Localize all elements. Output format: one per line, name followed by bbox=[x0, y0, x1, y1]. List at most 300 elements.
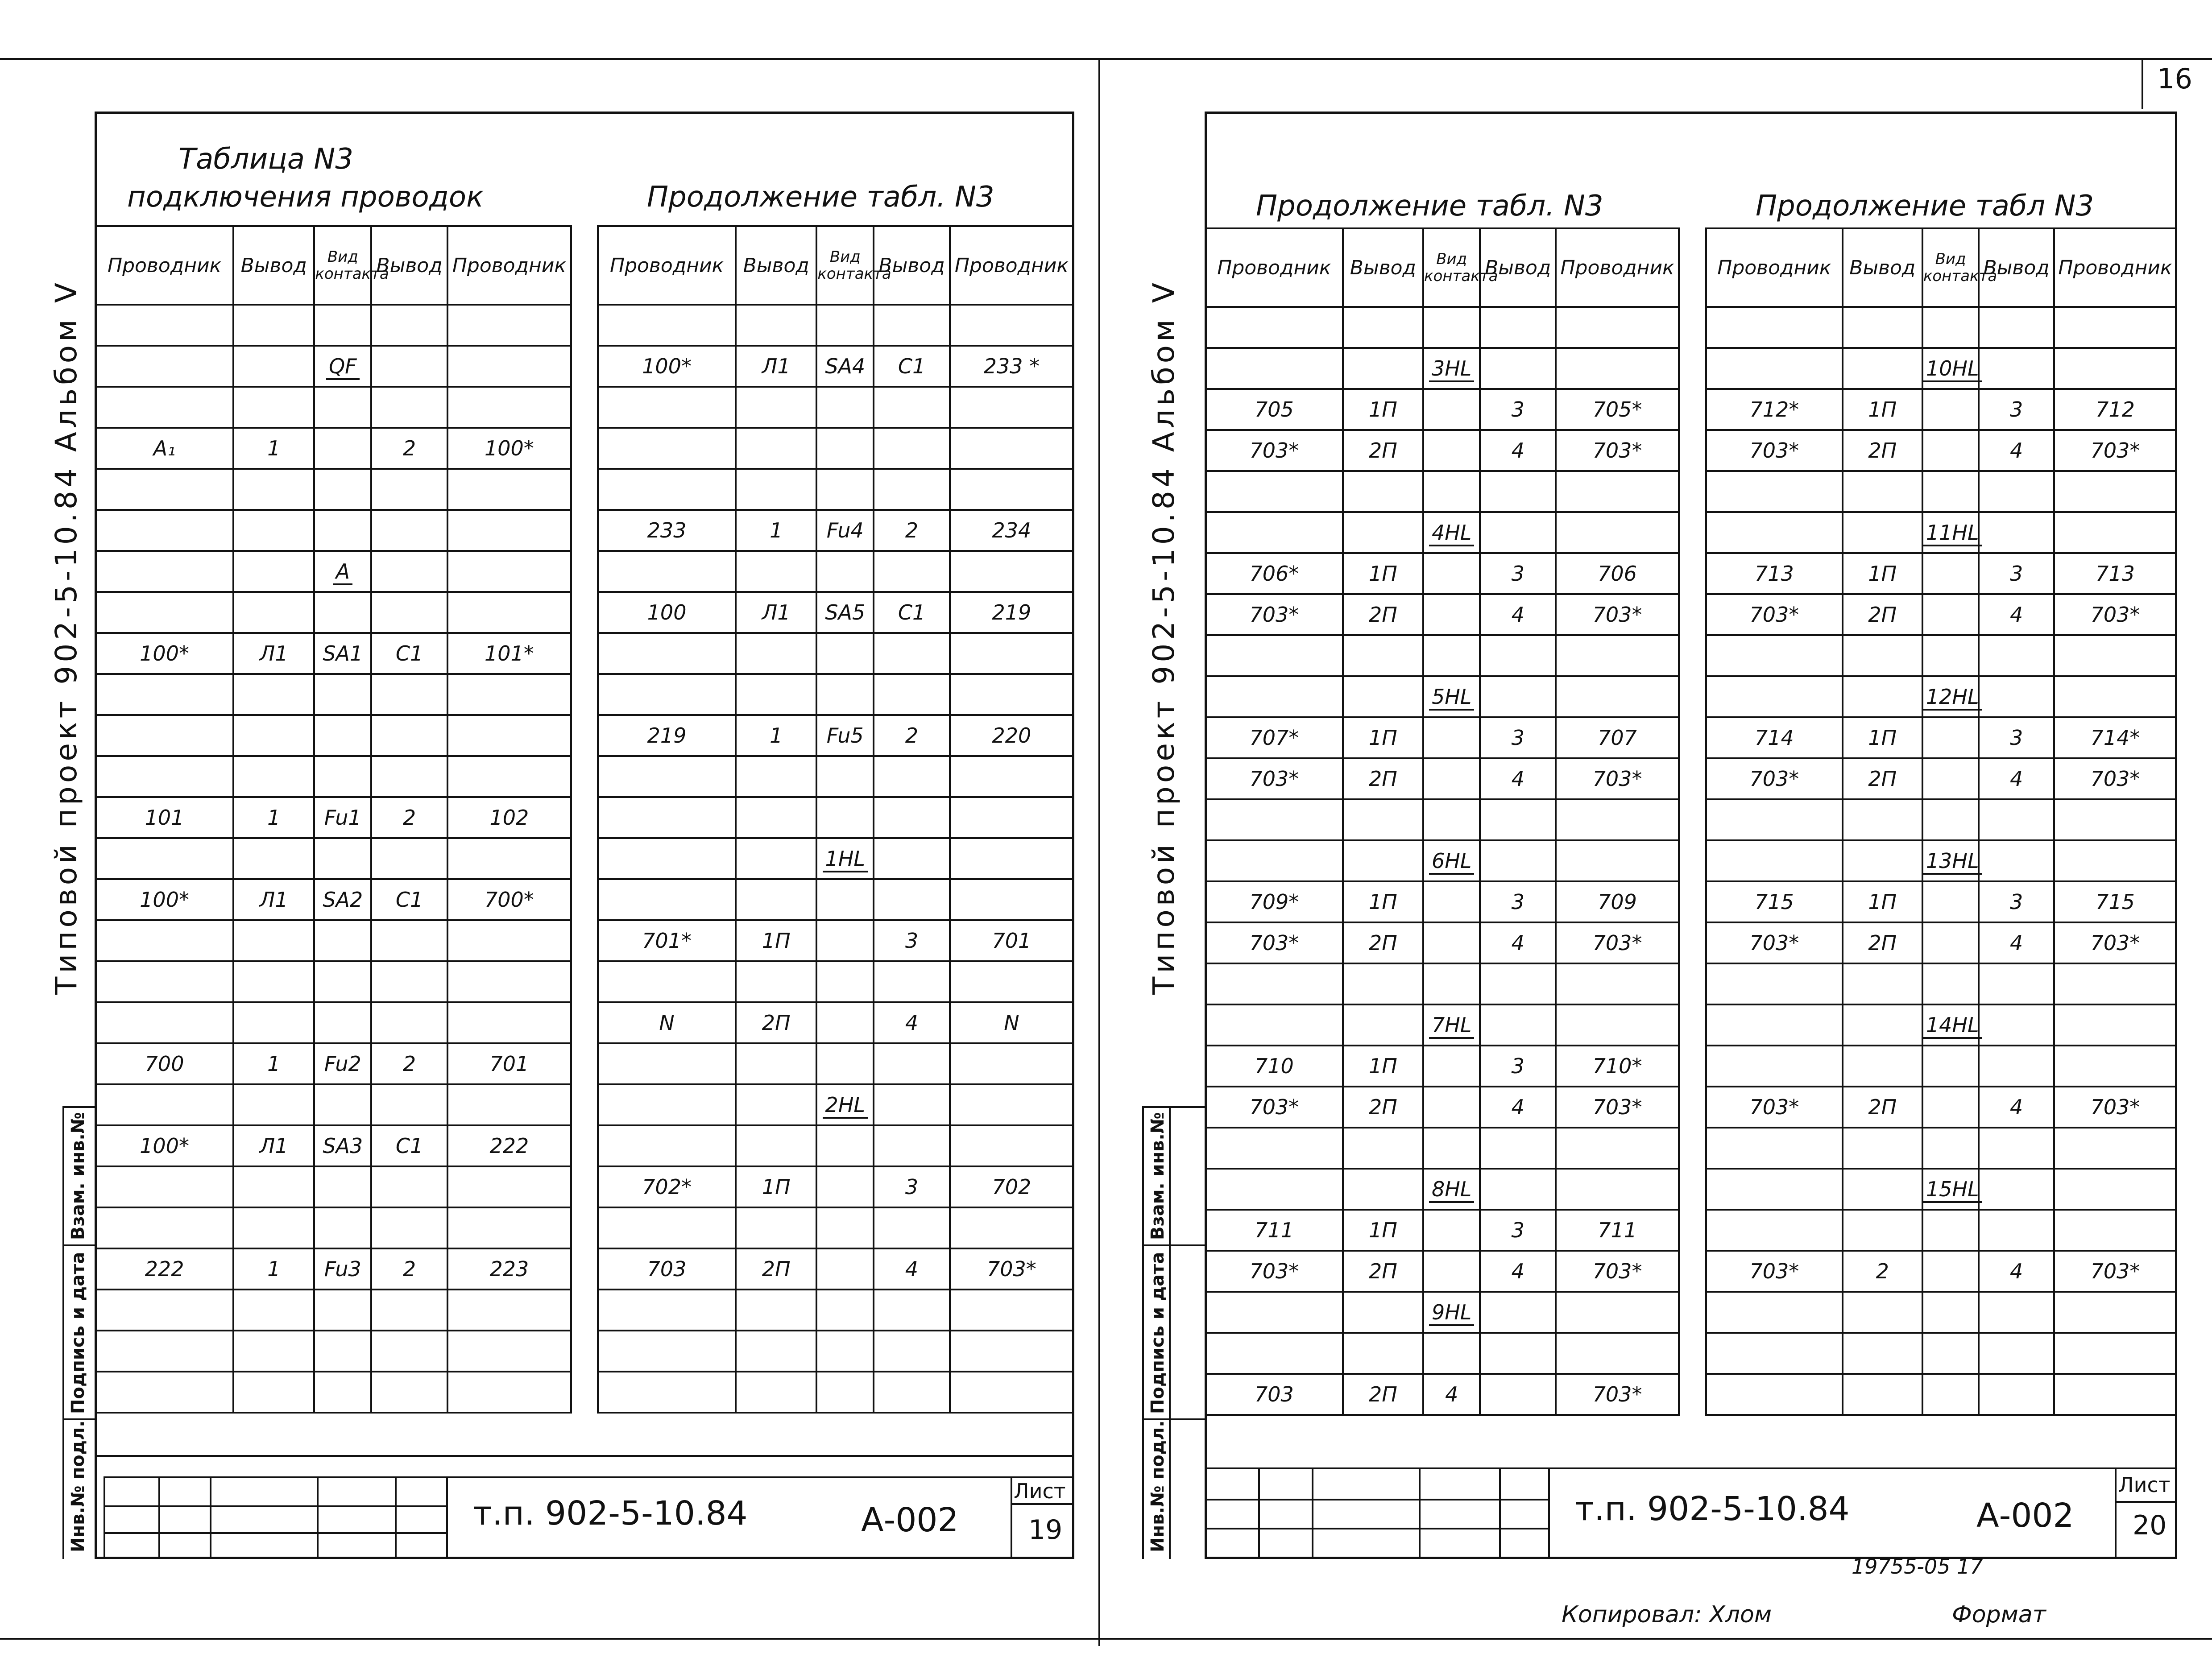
table-cell bbox=[2054, 1333, 2176, 1374]
table-cell: 2П bbox=[1343, 1087, 1423, 1128]
right-corner-line bbox=[2142, 60, 2143, 109]
table-cell bbox=[447, 387, 571, 428]
table-row bbox=[1205, 717, 1679, 758]
table-cell bbox=[1423, 1210, 1480, 1251]
table-cell bbox=[874, 879, 950, 920]
table-cell bbox=[314, 1084, 371, 1125]
table-row bbox=[95, 879, 571, 920]
table-cell bbox=[314, 510, 371, 551]
column-header: Вывод bbox=[736, 226, 816, 305]
right-side-column-top bbox=[1142, 1106, 1205, 1108]
table-cell bbox=[1343, 307, 1423, 348]
left-table-subtitle: подключения проводок bbox=[127, 181, 484, 214]
table-cell bbox=[874, 1207, 950, 1248]
table-cell: 2HL bbox=[816, 1084, 874, 1125]
table-cell: 709* bbox=[1205, 881, 1343, 922]
table-cell: 703* bbox=[1205, 922, 1343, 963]
table-cell: 2 bbox=[1843, 1251, 1922, 1292]
table-cell: 100* bbox=[598, 346, 736, 387]
table-row bbox=[598, 1331, 1073, 1372]
table-row bbox=[598, 633, 1073, 674]
table-cell bbox=[598, 1207, 736, 1248]
table-cell bbox=[371, 1331, 447, 1372]
table-cell bbox=[233, 1166, 314, 1207]
table-cell bbox=[874, 633, 950, 674]
table-cell: 703* bbox=[2054, 1087, 2176, 1128]
table-cell: 702 bbox=[950, 1166, 1073, 1207]
table-cell bbox=[1979, 1046, 2054, 1087]
table-cell bbox=[1343, 512, 1423, 553]
table-row bbox=[1205, 553, 1679, 594]
table-row bbox=[598, 592, 1073, 633]
table-cell bbox=[1922, 1128, 1979, 1169]
table-cell bbox=[950, 838, 1073, 879]
table-row bbox=[1205, 840, 1679, 881]
table-cell: 233 bbox=[598, 510, 736, 551]
right-stamp-album: А-002 bbox=[1976, 1496, 2074, 1535]
table-cell bbox=[1979, 512, 2054, 553]
table-cell: SA2 bbox=[314, 879, 371, 920]
table-cell: 4 bbox=[1979, 1251, 2054, 1292]
table-cell bbox=[95, 715, 233, 756]
table-row bbox=[598, 797, 1073, 838]
left-side-column-line bbox=[62, 1106, 64, 1559]
table-cell bbox=[1480, 635, 1556, 676]
table-cell bbox=[1979, 1374, 2054, 1415]
table-cell bbox=[447, 469, 571, 510]
left-stamp-vline7 bbox=[1011, 1476, 1012, 1559]
table-cell: QF bbox=[314, 346, 371, 387]
left-stamp-top bbox=[95, 1455, 1074, 1457]
left-side-column-top bbox=[62, 1106, 95, 1108]
table-cell: 700* bbox=[447, 879, 571, 920]
table-cell bbox=[95, 1084, 233, 1125]
table-cell: Л1 bbox=[233, 1125, 314, 1166]
table-cell bbox=[447, 715, 571, 756]
table-cell: 703* bbox=[1706, 1087, 1843, 1128]
table-cell bbox=[736, 305, 816, 346]
table-cell bbox=[1706, 840, 1843, 881]
table-cell bbox=[1922, 307, 1979, 348]
table-row bbox=[598, 920, 1073, 961]
table-cell bbox=[1922, 922, 1979, 963]
top-border-line bbox=[0, 58, 2212, 60]
table-cell bbox=[950, 633, 1073, 674]
table-cell: 703* bbox=[1556, 430, 1679, 471]
table-row bbox=[95, 305, 571, 346]
table-cell: 707 bbox=[1556, 717, 1679, 758]
table-cell bbox=[874, 428, 950, 469]
table-cell bbox=[1843, 307, 1922, 348]
table-row bbox=[1706, 594, 2176, 635]
right-side-label-inv: Инв.№ подл. bbox=[1147, 1420, 1168, 1552]
format-label: Формат bbox=[1952, 1601, 2046, 1628]
table-cell bbox=[1706, 1128, 1843, 1169]
table-cell bbox=[1205, 840, 1343, 881]
table-cell bbox=[874, 1043, 950, 1084]
table-cell bbox=[95, 838, 233, 879]
table-cell bbox=[816, 1166, 874, 1207]
left-margin-text: Типовой проект 902-5-10.84 Альбом V bbox=[49, 279, 83, 995]
table-cell bbox=[2054, 840, 2176, 881]
table-cell bbox=[233, 387, 314, 428]
table-row bbox=[598, 1125, 1073, 1166]
table-cell: 12HL bbox=[1922, 676, 1979, 717]
table-cell: 703* bbox=[1706, 758, 1843, 799]
table-cell: 4 bbox=[1480, 594, 1556, 635]
table-cell bbox=[950, 674, 1073, 715]
left-table-title: Таблица N3 bbox=[178, 143, 353, 176]
table-cell: 711 bbox=[1556, 1210, 1679, 1251]
table-cell: 4 bbox=[1979, 758, 2054, 799]
table-cell: 2П bbox=[736, 1002, 816, 1043]
table-cell bbox=[816, 305, 874, 346]
table-cell: 701 bbox=[447, 1043, 571, 1084]
right-stamp-sheet-label: Лист bbox=[2118, 1473, 2171, 1497]
column-header: Вывод bbox=[1843, 228, 1922, 307]
table-cell bbox=[2054, 1128, 2176, 1169]
table-cell bbox=[1205, 1333, 1343, 1374]
table-cell bbox=[314, 756, 371, 797]
table-cell bbox=[95, 551, 233, 592]
table-cell bbox=[1843, 1169, 1922, 1210]
table-cell: 15HL bbox=[1922, 1169, 1979, 1210]
table-cell bbox=[1556, 348, 1679, 389]
table-cell bbox=[598, 1331, 736, 1372]
table-cell bbox=[1706, 1046, 1843, 1087]
table-cell bbox=[736, 797, 816, 838]
table-cell bbox=[1480, 471, 1556, 512]
column-header: Вид контакта bbox=[314, 226, 371, 305]
table-cell bbox=[1706, 1004, 1843, 1046]
table-cell: SA3 bbox=[314, 1125, 371, 1166]
table-cell bbox=[816, 1290, 874, 1331]
table-cell bbox=[1979, 1128, 2054, 1169]
table-cell bbox=[1843, 512, 1922, 553]
table-cell bbox=[1480, 307, 1556, 348]
table-cell bbox=[1843, 1004, 1922, 1046]
table-cell bbox=[1556, 1292, 1679, 1333]
table-cell bbox=[736, 1372, 816, 1413]
table-cell bbox=[1706, 307, 1843, 348]
table-row bbox=[1706, 922, 2176, 963]
left-stamp-sheet-label: Лист bbox=[1014, 1479, 1066, 1503]
table-cell bbox=[371, 1207, 447, 1248]
table-cell bbox=[816, 1043, 874, 1084]
table-cell bbox=[816, 961, 874, 1002]
table-row bbox=[598, 387, 1073, 428]
table-cell bbox=[371, 469, 447, 510]
table-cell bbox=[1205, 963, 1343, 1004]
left-stamp-vline2 bbox=[158, 1476, 160, 1559]
table-cell bbox=[816, 469, 874, 510]
table-cell bbox=[736, 961, 816, 1002]
left-stamp-vline3 bbox=[210, 1476, 211, 1559]
table-cell bbox=[1423, 922, 1480, 963]
table-cell bbox=[2054, 676, 2176, 717]
table-cell bbox=[2054, 348, 2176, 389]
table-cell: 1 bbox=[736, 715, 816, 756]
table-cell bbox=[371, 756, 447, 797]
table-row bbox=[1205, 881, 1679, 922]
table-cell bbox=[371, 838, 447, 879]
right-margin-text: Типовой проект 902-5-10.84 Альбом V bbox=[1147, 279, 1181, 995]
table-cell: Л1 bbox=[233, 633, 314, 674]
table-cell: 4 bbox=[1979, 594, 2054, 635]
table-cell: Fu3 bbox=[314, 1248, 371, 1290]
table-cell bbox=[371, 305, 447, 346]
table-cell: 8HL bbox=[1423, 1169, 1480, 1210]
table-cell: 703 bbox=[598, 1248, 736, 1290]
table-cell: 703* bbox=[2054, 594, 2176, 635]
page-number: 16 bbox=[2157, 62, 2192, 95]
table-cell bbox=[1423, 1046, 1480, 1087]
table-row bbox=[95, 797, 571, 838]
table-cell: 100* bbox=[95, 1125, 233, 1166]
table-cell bbox=[1556, 307, 1679, 348]
left-side-label-sign: Подпись и дата bbox=[68, 1252, 88, 1414]
table-cell: 2П bbox=[1843, 1087, 1922, 1128]
table-cell bbox=[874, 1290, 950, 1331]
table-cell: 220 bbox=[950, 715, 1073, 756]
table-cell bbox=[1343, 676, 1423, 717]
table-cell: 1П bbox=[1343, 1046, 1423, 1087]
table-cell: Fu5 bbox=[816, 715, 874, 756]
column-header: Вывод bbox=[874, 226, 950, 305]
left-stamp-vline6 bbox=[446, 1476, 448, 1559]
table-cell bbox=[874, 838, 950, 879]
table-cell: 703* bbox=[1706, 594, 1843, 635]
table-cell bbox=[447, 1002, 571, 1043]
table-cell: 2П bbox=[1843, 430, 1922, 471]
table-cell bbox=[447, 1372, 571, 1413]
table-cell bbox=[233, 551, 314, 592]
table-row bbox=[598, 551, 1073, 592]
table-cell bbox=[1423, 1128, 1480, 1169]
table-cell bbox=[314, 1372, 371, 1413]
table-cell bbox=[233, 715, 314, 756]
table-cell: 3 bbox=[1979, 389, 2054, 430]
table-cell bbox=[447, 920, 571, 961]
table-cell bbox=[598, 469, 736, 510]
table-cell bbox=[1979, 840, 2054, 881]
column-header: Вывод bbox=[371, 226, 447, 305]
table-cell: 100* bbox=[447, 428, 571, 469]
table-cell bbox=[598, 1372, 736, 1413]
table-cell: 3 bbox=[1480, 717, 1556, 758]
table-row bbox=[1706, 307, 2176, 348]
table-cell bbox=[1480, 1292, 1556, 1333]
table-cell: 3 bbox=[1480, 553, 1556, 594]
table-cell: 3 bbox=[1480, 1210, 1556, 1251]
table-cell bbox=[371, 920, 447, 961]
table-row bbox=[1205, 1004, 1679, 1046]
table-cell: 703 bbox=[1205, 1374, 1343, 1415]
table-cell bbox=[1343, 471, 1423, 512]
table-cell bbox=[598, 551, 736, 592]
column-header: Проводник bbox=[598, 226, 736, 305]
left-side-div2 bbox=[62, 1418, 95, 1420]
column-header: Проводник bbox=[95, 226, 233, 305]
table-cell: 703* bbox=[1556, 922, 1679, 963]
table-cell bbox=[598, 1084, 736, 1125]
table-cell bbox=[1706, 799, 1843, 840]
table-cell bbox=[1843, 676, 1922, 717]
table-row bbox=[1706, 1292, 2176, 1333]
table-row bbox=[95, 346, 571, 387]
table-row bbox=[598, 1290, 1073, 1331]
table-row bbox=[1205, 1251, 1679, 1292]
table-cell bbox=[371, 592, 447, 633]
table-cell bbox=[874, 469, 950, 510]
table-cell: 2П bbox=[1343, 1374, 1423, 1415]
table-cell: 219 bbox=[950, 592, 1073, 633]
table-cell: 1HL bbox=[816, 838, 874, 879]
table-cell: 711 bbox=[1205, 1210, 1343, 1251]
table-cell bbox=[314, 920, 371, 961]
table-row bbox=[1205, 1128, 1679, 1169]
table-cell bbox=[95, 1331, 233, 1372]
table-cell bbox=[1423, 594, 1480, 635]
table-cell bbox=[233, 961, 314, 1002]
table-cell bbox=[1343, 799, 1423, 840]
table-cell: 1 bbox=[233, 1043, 314, 1084]
table-cell bbox=[816, 1248, 874, 1290]
table-row bbox=[95, 1166, 571, 1207]
column-header: Вывод bbox=[1979, 228, 2054, 307]
table-cell: 710* bbox=[1556, 1046, 1679, 1087]
table-cell bbox=[1205, 1292, 1343, 1333]
table-cell bbox=[95, 756, 233, 797]
table-cell bbox=[1556, 635, 1679, 676]
right-stamp-vline2 bbox=[1312, 1467, 1313, 1559]
table-cell bbox=[598, 838, 736, 879]
table-cell bbox=[1922, 430, 1979, 471]
table-row bbox=[1706, 389, 2176, 430]
table-row bbox=[598, 961, 1073, 1002]
table-cell bbox=[874, 305, 950, 346]
table-row bbox=[1706, 1169, 2176, 1210]
right-continuation-title-b: Продолжение табл N3 bbox=[1756, 190, 2094, 223]
table-cell bbox=[1843, 799, 1922, 840]
table-cell: 714* bbox=[2054, 717, 2176, 758]
left-continuation-title: Продолжение табл. N3 bbox=[647, 181, 994, 214]
table-cell bbox=[1480, 1333, 1556, 1374]
table-cell bbox=[874, 1331, 950, 1372]
table-cell: 2 bbox=[371, 1043, 447, 1084]
table-cell bbox=[598, 1290, 736, 1331]
table-row bbox=[95, 961, 571, 1002]
table-cell bbox=[816, 633, 874, 674]
table-cell bbox=[1423, 635, 1480, 676]
table-row bbox=[1205, 307, 1679, 348]
table-cell bbox=[950, 428, 1073, 469]
table-cell bbox=[1922, 471, 1979, 512]
table-cell bbox=[1480, 1374, 1556, 1415]
right-side-div1 bbox=[1142, 1244, 1205, 1246]
table-row bbox=[1205, 471, 1679, 512]
table-cell bbox=[1843, 963, 1922, 1004]
table-cell: 1П bbox=[1343, 1210, 1423, 1251]
table-cell bbox=[371, 1084, 447, 1125]
table-cell bbox=[950, 1331, 1073, 1372]
right-stamp-sheet-hline bbox=[2115, 1501, 2177, 1503]
table-row bbox=[598, 1166, 1073, 1207]
table-cell: Fu1 bbox=[314, 797, 371, 838]
table-cell bbox=[950, 469, 1073, 510]
table-cell bbox=[1922, 1333, 1979, 1374]
table-cell bbox=[447, 1207, 571, 1248]
table-row bbox=[1205, 389, 1679, 430]
table-row bbox=[1706, 348, 2176, 389]
table-cell bbox=[1423, 307, 1480, 348]
table-cell: A₁ bbox=[95, 428, 233, 469]
right-side-inner bbox=[1169, 1106, 1171, 1559]
table-cell bbox=[371, 961, 447, 1002]
table-row bbox=[1706, 1251, 2176, 1292]
table-row bbox=[1205, 1046, 1679, 1087]
table-cell bbox=[1922, 1087, 1979, 1128]
table-row bbox=[1205, 430, 1679, 471]
table-cell: 703* bbox=[1556, 1251, 1679, 1292]
table-cell bbox=[1205, 676, 1343, 717]
table-cell bbox=[1706, 635, 1843, 676]
table-row bbox=[1205, 635, 1679, 676]
table-row bbox=[598, 1084, 1073, 1125]
table-cell bbox=[233, 674, 314, 715]
column-header: Проводник bbox=[1205, 228, 1343, 307]
table-cell bbox=[950, 1290, 1073, 1331]
table-cell: 1 bbox=[736, 510, 816, 551]
table-cell: 712 bbox=[2054, 389, 2176, 430]
right-side-label-vzam: Взам. инв.№ bbox=[1147, 1112, 1168, 1240]
table-cell: 7HL bbox=[1423, 1004, 1480, 1046]
table-cell bbox=[1706, 1374, 1843, 1415]
table-row bbox=[1706, 881, 2176, 922]
table-cell bbox=[447, 674, 571, 715]
table-cell: 100* bbox=[95, 633, 233, 674]
table-row bbox=[1205, 758, 1679, 799]
table-cell bbox=[371, 1002, 447, 1043]
table-cell bbox=[1843, 1210, 1922, 1251]
table-cell: 4 bbox=[1979, 430, 2054, 471]
table-cell: Л1 bbox=[233, 879, 314, 920]
table-row bbox=[1706, 676, 2176, 717]
table-row bbox=[1205, 963, 1679, 1004]
table-cell: 703* bbox=[2054, 922, 2176, 963]
table-cell bbox=[736, 674, 816, 715]
table-cell bbox=[1979, 1292, 2054, 1333]
right-stamp-vline4 bbox=[1499, 1467, 1501, 1559]
table-row bbox=[1706, 1374, 2176, 1415]
table-cell bbox=[447, 1290, 571, 1331]
table-cell: 703* bbox=[1205, 1087, 1343, 1128]
table-cell bbox=[447, 510, 571, 551]
table-row bbox=[95, 715, 571, 756]
table-row bbox=[1205, 922, 1679, 963]
table-cell: 2П bbox=[1843, 594, 1922, 635]
table-cell: 4 bbox=[1480, 1087, 1556, 1128]
table-cell bbox=[314, 838, 371, 879]
left-stamp-hline-b bbox=[104, 1532, 446, 1534]
table-cell: 100 bbox=[598, 592, 736, 633]
table-cell: 706* bbox=[1205, 553, 1343, 594]
table-row bbox=[598, 1248, 1073, 1290]
table-row bbox=[1205, 1210, 1679, 1251]
column-header: Проводник bbox=[1706, 228, 1843, 307]
left-stamp-hline-a bbox=[104, 1505, 446, 1507]
table-cell bbox=[314, 1002, 371, 1043]
